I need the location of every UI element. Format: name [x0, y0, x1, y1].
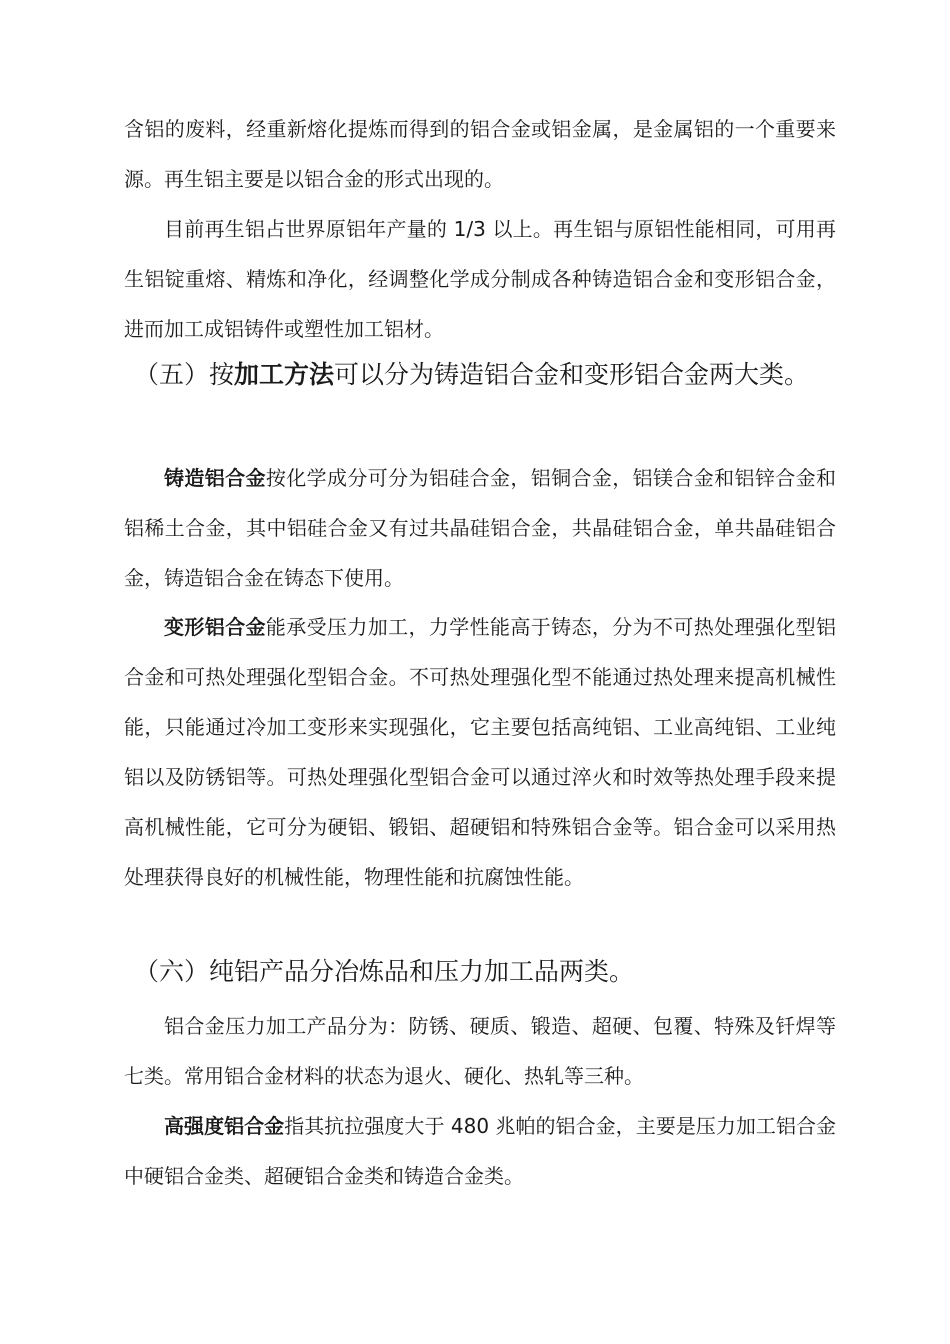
paragraph-text: 能承受压力加工，力学性能高于铸态，分为不可热处理强化型铝合金和可热处理强化型铝合金。不可热处理强化型不能通过热处理来提高机械性能，只能通过冷加工变形来实现强化，它主要包括高纯铝、工业高纯铝、工业纯铝以及防锈铝等。可热处理强化型铝合金可以通过淬火和时效等热处理手段来提高机械性能，它可分为硬铝、锻铝、超硬铝和特殊铝合金等。铝合金可以采用热处理获得良好的机械性能，物理性能和抗腐蚀性能。 [124, 615, 836, 889]
paragraph-text: 指其抗拉强度大于 480 兆帕的铝合金，主要是压力加工铝合金中硬铝合金类、超硬铝合金类和铸造合金类。 [124, 1114, 837, 1188]
heading-prefix: （五）按 [134, 360, 235, 389]
section-heading-5 [124, 350, 836, 400]
heading-bold-term: 加工方法 [234, 360, 335, 389]
term-wrought-aluminum-alloy: 变形铝合金 [164, 615, 266, 639]
paragraph-text: 铝合金压力加工产品分为：防锈、硬质、锻造、超硬、包覆、特殊及钎焊等七类。常用铝合金材料的状态为退火、硬化、热轧等三种。 [124, 1014, 836, 1088]
paragraph-text: 目前再生铝占世界原铝年产量的 1/3 以上。再生铝与原铝性能相同，可用再生铝锭重熔、精炼和净化，经调整化学成分制成各种铸造铝合金和变形铝合金，进而加工成铝铸件或塑性加工铝材。 [124, 217, 836, 341]
paragraph-high-strength-alloy [124, 1101, 836, 1201]
paragraph-pressure-processed-products [124, 1001, 836, 1101]
heading-rest: 可以分为铸造铝合金和变形铝合金两大类。 [334, 360, 810, 389]
paragraph-cast-aluminum-alloy [124, 453, 836, 603]
heading-text: （六）纯铝产品分冶炼品和压力加工品两类。 [134, 957, 635, 986]
paragraph-text: 含铝的废料，经重新熔化提炼而得到的铝合金或铝金属，是金属铝的一个重要来源。再生铝主要是以铝合金的形式出现的。 [124, 117, 836, 191]
paragraph-recycled-aluminum-source [124, 104, 836, 204]
term-cast-aluminum-alloy: 铸造铝合金 [164, 466, 266, 490]
paragraph-recycled-aluminum-share [124, 204, 836, 354]
term-high-strength-alloy: 高强度铝合金 [164, 1114, 285, 1138]
paragraph-text: 按化学成分可分为铝硅合金，铝铜合金，铝镁合金和铝锌合金和铝稀土合金，其中铝硅合金又有过共晶硅铝合金，共晶硅铝合金，单共晶硅铝合金，铸造铝合金在铸态下使用。 [124, 466, 836, 590]
paragraph-wrought-aluminum-alloy [124, 602, 836, 902]
section-heading-6 [124, 947, 836, 997]
